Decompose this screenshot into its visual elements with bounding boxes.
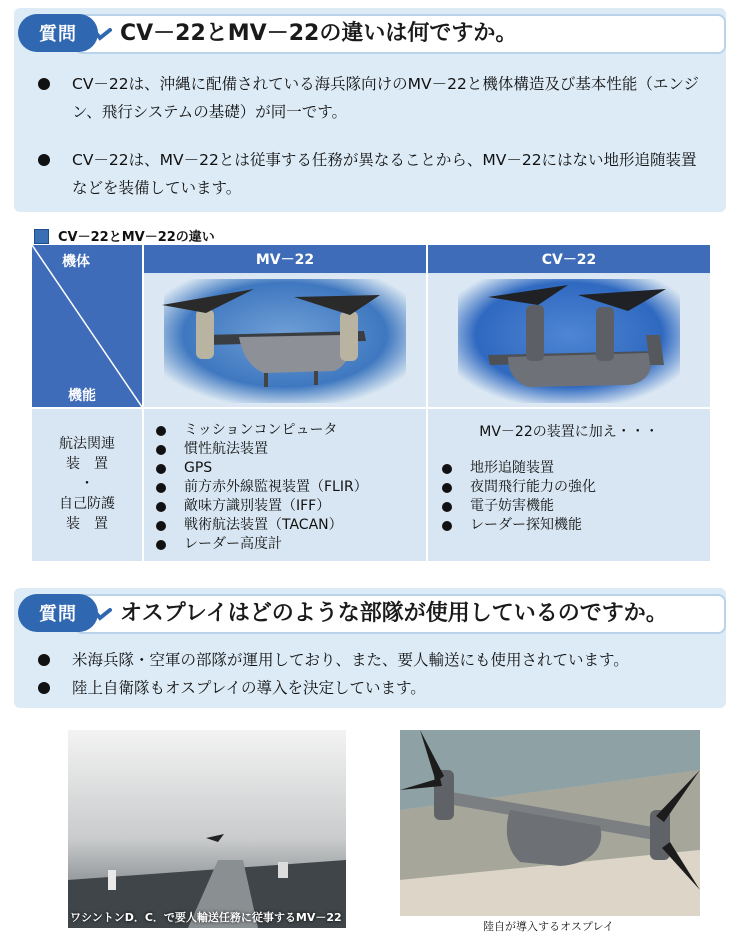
row-label-navigation-selfdefense: 航法関連 装 置 ・ 自己防護 装 置	[59, 436, 115, 532]
list-item: 夜間飛行能力の強化	[440, 478, 596, 497]
list-item: GPS	[154, 459, 368, 478]
question-badge: 質問	[18, 14, 98, 52]
answer-bullet: CV－22は、沖縄に配備されている海兵隊向けのMV－22と機体構造及び基本性能（エンジン、飛行システムの基礎）が同一です。	[38, 70, 702, 126]
mv22-equipment-list	[154, 421, 368, 554]
list-item: ミッションコンピュータ	[154, 421, 368, 440]
list-item: レーダー高度計	[154, 535, 368, 554]
photo-caption-right: 陸自が導入するオスプレイ	[483, 920, 614, 933]
list-item: 前方赤外線監視装置（FLIR）	[154, 478, 368, 497]
answer-bullet: CV－22は、MV－22とは従事する任務が異なることから、MV－22にはない地形追随装置などを装備しています。	[38, 146, 702, 202]
cv22-aircraft-image	[428, 275, 710, 407]
corner-label-airframe: 機体	[62, 254, 90, 270]
osprey-flight-image	[400, 730, 700, 916]
bullet-icon	[38, 78, 50, 90]
answer-bullet: 陸上自衛隊もオスプレイの導入を決定しています。	[38, 674, 702, 702]
list-item: 敵味方識別装置（IFF）	[154, 497, 368, 516]
city-aerial-image	[68, 730, 346, 928]
corner-label-function: 機能	[68, 388, 96, 404]
question-title: CV－22とMV－22の違いは何ですか。	[120, 21, 518, 46]
cv22-intro-text: MV－22の装置に加え・・・	[479, 424, 659, 440]
mv22-aircraft-image	[144, 275, 426, 407]
qa-section-cv22-difference	[14, 8, 726, 212]
cv22-image-cell	[428, 275, 710, 407]
question-title: オスプレイはどのような部隊が使用しているのですか。	[120, 601, 668, 626]
column-divider	[426, 245, 428, 561]
qa-section-users	[14, 588, 726, 708]
list-item: 地形追随装置	[440, 459, 596, 478]
column-divider	[142, 245, 144, 561]
arrow-icon	[88, 604, 112, 628]
bullet-icon	[38, 682, 50, 694]
answer-bullet: 米海兵隊・空軍の部隊が運用しており、また、要人輸送にも使用されています。	[38, 646, 702, 674]
cv22-equipment-list	[440, 459, 596, 535]
question-header	[14, 588, 726, 636]
list-item: 戦術航法装置（TACAN）	[154, 516, 368, 535]
photo-washington-dc	[68, 730, 346, 928]
bullet-icon	[38, 154, 50, 166]
list-item: 電子妨害機能	[440, 497, 596, 516]
arrow-icon	[88, 24, 112, 48]
comparison-table	[32, 245, 710, 561]
photo-caption-left: ワシントンD．C．で要人輸送任務に従事するMV－22	[70, 911, 342, 924]
bullet-icon	[38, 654, 50, 666]
list-item: レーダー探知機能	[440, 516, 596, 535]
photo-jgsdf-osprey	[400, 730, 700, 916]
column-header-cv22: CV－22	[428, 245, 710, 273]
mv22-image-cell	[144, 275, 426, 407]
table-caption: CV－22とMV－22の違い	[58, 230, 215, 245]
caption-square-icon	[34, 229, 49, 244]
question-badge: 質問	[18, 594, 98, 632]
list-item: 慣性航法装置	[154, 440, 368, 459]
table-corner-header	[32, 245, 142, 407]
question-header	[14, 8, 726, 56]
column-header-mv22: MV－22	[144, 245, 426, 273]
